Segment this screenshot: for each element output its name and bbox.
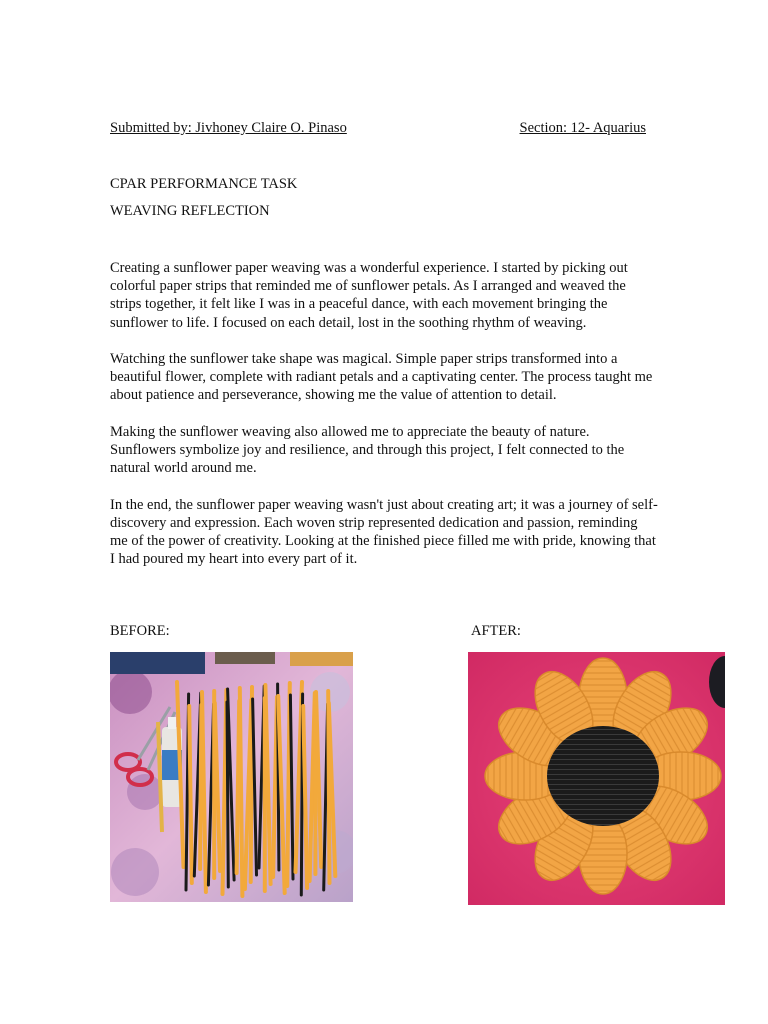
header-row — [110, 120, 646, 140]
sunflower-center — [547, 726, 659, 826]
submitted-by: Submitted by: Jivhoney Claire O. Pinaso — [110, 120, 347, 136]
task-heading: CPAR PERFORMANCE TASK — [110, 176, 298, 192]
paragraph: In the end, the sunflower paper weaving wasn't just about creating art; it was a journey of self-discovery and expression. Each woven strip represented dedication and passion, reminding me of the power of creativity. Looking at the finished piece filled me with pride, knowing that I had poured my heart into every part of it. — [110, 496, 658, 568]
after-photo — [468, 652, 725, 905]
paragraph: Watching the sunflower take shape was magical. Simple paper strips transformed into a beautiful flower, complete with radiant petals and a captivating center. The process taught me about patience and perseverance, showing me the value of attention to detail. — [110, 351, 653, 404]
reflection-body — [110, 259, 658, 587]
before-label: BEFORE: — [110, 623, 170, 639]
section-label: Section: 12- Aquarius — [519, 120, 646, 136]
after-photo-illustration — [468, 652, 725, 905]
before-photo-illustration — [110, 652, 353, 902]
before-photo — [110, 652, 353, 902]
reflection-heading: WEAVING REFLECTION — [110, 203, 270, 219]
paragraph: Making the sunflower weaving also allowed me to appreciate the beauty of nature. Sunflowers symbolize joy and resilience, and through this project, I felt connected to the natural world around me. — [110, 423, 625, 477]
paragraph: Creating a sunflower paper weaving was a wonderful experience. I started by picking out colorful paper strips that reminded me of sunflower petals. As I arranged and weaved the strips together, it felt like I was in a peaceful dance, with each movement bringing the sunflower to life. I focused on each detail, lost in the soothing rhythm of weaving. — [110, 260, 628, 331]
paper-strip — [189, 706, 192, 883]
paper-strip — [240, 688, 243, 896]
after-label: AFTER: — [471, 623, 521, 639]
